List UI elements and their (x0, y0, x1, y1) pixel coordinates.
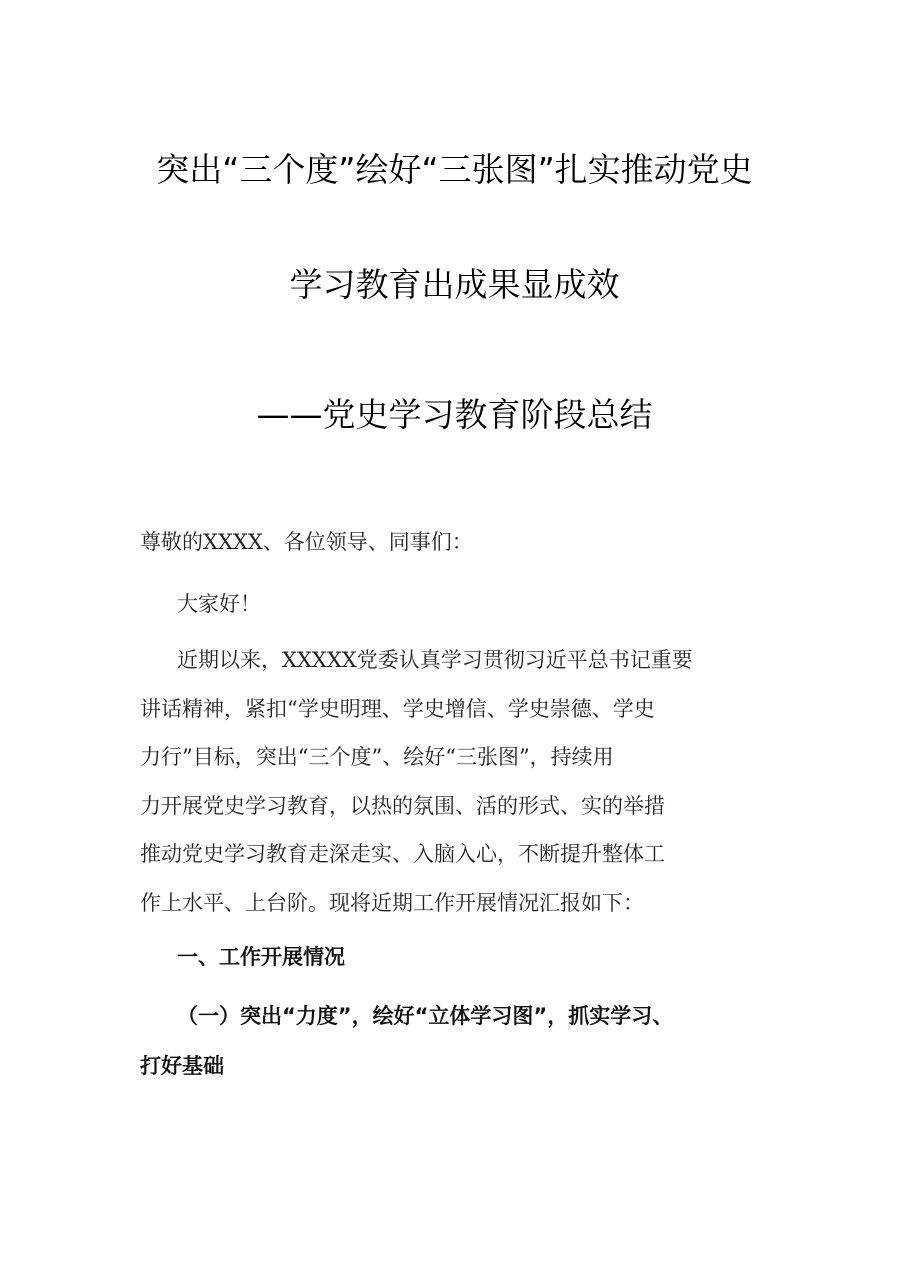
greeting: 尊敬的XXXX、各位领导、同事们： (140, 530, 473, 554)
paragraph-line: 推动党史学习教育走深走实、入脑入心，不断提升整体工 (140, 842, 665, 867)
title-line-1: 突出“三个度”绘好“三张图”扎实推动党史 (156, 150, 753, 189)
subsection-line: 打好基础 (140, 1054, 224, 1078)
paragraph-line: 力行”目标，突出“三个度”、绘好“三张图”，持续用 (140, 745, 614, 770)
paragraph-line: 作上水平、上台阶。现将近期工作开展情况汇报如下： (140, 890, 644, 915)
title-line-2: 学习教育出成果显成效 (289, 265, 620, 304)
title-line-3: ——党史学习教育阶段总结 (256, 395, 653, 434)
subsection-heading (140, 998, 800, 1098)
intro-paragraph (140, 642, 780, 934)
paragraph-line: 讲话精神，紧扣“学史明理、学史增信、学史崇德、学史 (140, 696, 655, 721)
hello-line: 大家好！ (177, 592, 261, 616)
section-heading: 一、工作开展情况 (177, 945, 345, 969)
paragraph-line: 力开展党史学习教育，以热的氛围、活的形式、实的举措 (140, 793, 665, 818)
subsection-line: （一）突出“力度”，绘好“立体学习图”，抓实学习、 (177, 1004, 674, 1028)
paragraph-line: 近期以来，XXXXX党委认真学习贯彻习近平总书记重要 (177, 648, 693, 672)
